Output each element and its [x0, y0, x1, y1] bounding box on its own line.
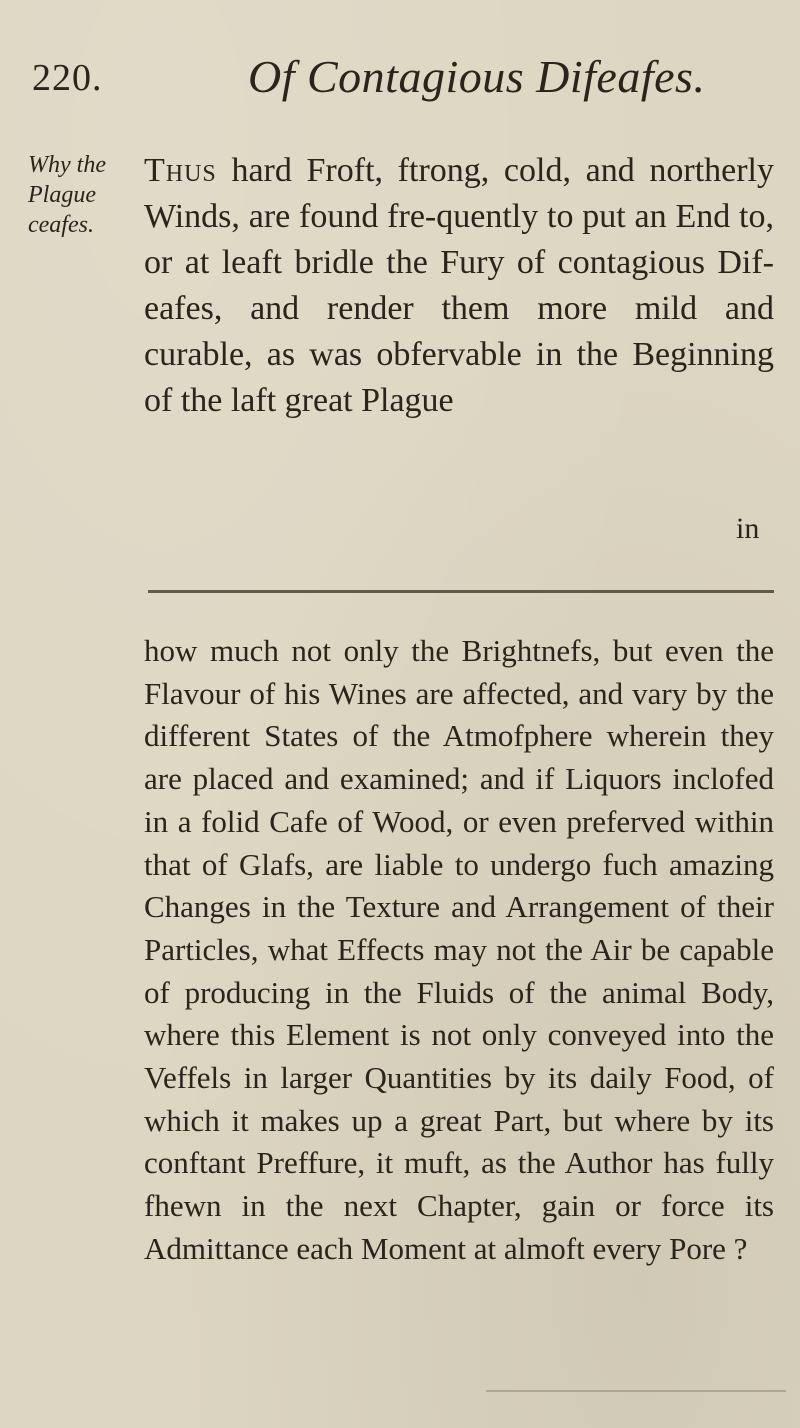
- margin-note-line: Plague: [28, 182, 96, 208]
- margin-note-line: Why the: [28, 152, 106, 178]
- margin-note-line: ceafes.: [28, 212, 94, 238]
- paragraph-lead-word: Thus: [144, 152, 217, 189]
- page-number: 220.: [32, 57, 103, 99]
- paragraph-text: hard Froft, ftrong, cold, and northerly Winds, are found fre-quently to put an End to, or at leaft bridle the Fury of contagious Dif-eafes, and render them more mild and curable, as was obfervable in the Beginning of the laft great Plague: [144, 152, 774, 419]
- footnote-paragraph: how much not only the Brightnefs, but even the Flavour of his Wines are affected, and vary by the different States of the Atmofphere wherein they are placed and examined; and if Liquors inclofed in a folid Cafe of Wood, or even preferved within that of Glafs, are liable to undergo fuch amazing Changes in the Texture and Arrangement of their Particles, what Effects may not the Air be capable of producing in the Fluids of the animal Body, where this Element is not only conveyed into the Veffels in larger Quantities by its daily Food, of which it makes up a great Part, but where by its conftant Preffure, it muft, as the Author has fully fhewn in the next Chapter, gain or force its Admittance each Moment at almoft every Pore ?: [144, 633, 774, 1266]
- margin-note: [28, 150, 124, 240]
- running-head: Of Contagious Difeafes.: [248, 51, 706, 102]
- catchword: in: [736, 512, 760, 545]
- print-smudge: [486, 1390, 786, 1392]
- section-divider: [148, 590, 774, 593]
- main-paragraph: [144, 148, 774, 424]
